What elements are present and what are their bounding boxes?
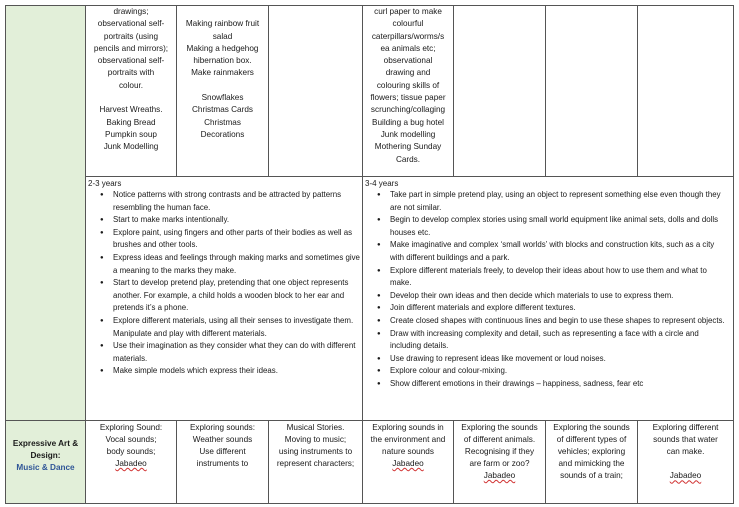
top-cell-4-line: colouring skills of (376, 80, 440, 90)
age-2-3-item: ● Start to develop pretend play, pretending that one object represents another. For example, a child holds a wooden block to her ear and pretends it’s a phone. (113, 277, 360, 315)
music-cell-6-line: Exploring the sounds (553, 423, 630, 432)
age-3-4-item: ● Create closed shapes with continuous lines and begin to use these shapes to represent objects. (390, 315, 729, 328)
music-cell-5-line: are farm or zoo? (469, 459, 530, 468)
music-cell-6-line: of different types of (556, 435, 627, 444)
music-cell-1-line: Jabadeo (115, 459, 147, 468)
top-cell-2 (176, 5, 269, 177)
music-cell-1-line: body sounds; (106, 447, 156, 456)
top-cell-2-line: Snowflakes (201, 93, 244, 103)
music-cell-7-line: sounds that water (653, 435, 718, 444)
music-cell-4-line: nature sounds (382, 447, 434, 456)
age-3-4-list (363, 189, 733, 391)
music-cell-7-line: Exploring different (652, 423, 719, 432)
top-cell-1-line: portraits (using (103, 31, 159, 41)
top-cell-1-line: portraits with (107, 68, 155, 78)
age-2-3-item: ● Make simple models which express their ideas. (113, 365, 360, 378)
top-cell-2-line: hibernation box. (193, 56, 252, 66)
top-cell-4-line: colourful (392, 19, 424, 29)
top-cell-2-line: Christmas Cards (192, 105, 253, 115)
label-cell-top (5, 5, 86, 421)
top-cell-6 (545, 5, 638, 177)
age-2-3-item: ● Explore different materials, using all their senses to investigate them. Manipulate and play with different materials. (113, 315, 360, 340)
music-cell-6-line: vehicles; exploring (557, 447, 626, 456)
age-3-4-item: ● Explore different materials freely, to develop their ideas about how to use them and what to make. (390, 265, 729, 290)
music-cell-3-line: using instruments to (278, 447, 353, 456)
music-cell-1 (85, 420, 177, 504)
top-cell-4-line: Building a bug hotel (372, 117, 444, 127)
music-cell-2-line: Weather sounds (192, 435, 253, 444)
music-cell-5-line: Jabadeo (483, 471, 516, 480)
music-cell-3-line: Musical Stories. (286, 423, 345, 432)
age-3-4-item: ● Draw with increasing complexity and detail, such as representing a face with a circle and including details. (390, 328, 729, 353)
top-cell-4-line: curl paper to make (374, 7, 442, 16)
label-line-1: Expressive Art & (12, 439, 79, 448)
age-3-4-heading: 3-4 years (365, 179, 399, 188)
top-cell-4-line: drawing and (385, 68, 431, 78)
top-cell-4-line: Mothering Sunday (374, 142, 442, 152)
music-cell-2-line: instruments to (196, 459, 249, 468)
top-cell-2-line: Decorations (200, 129, 245, 139)
age-2-3-item: ● Explore paint, using fingers and other parts of their bodies as well as brushes and other tools. (113, 227, 360, 252)
music-cell-7-line (638, 458, 733, 470)
music-cell-3-line: represent characters; (276, 459, 355, 468)
top-cell-2-line: salad (212, 31, 233, 41)
top-cell-1 (85, 5, 177, 177)
music-cell-4-line: Exploring sounds in (372, 423, 444, 432)
music-cell-4-line: the environment and (370, 435, 446, 444)
top-cell-2-line: Making a hedgehog (186, 43, 259, 53)
music-cell-5-line: Recognising if they (464, 447, 535, 456)
top-cell-2-line (177, 80, 268, 92)
music-cell-5 (453, 420, 546, 504)
music-cell-3 (268, 420, 363, 504)
age-3-4-item: ● Explore colour and colour-mixing. (390, 365, 729, 378)
music-cell-3-line: Moving to music; (284, 435, 347, 444)
age-3-4-item: ● Join different materials and explore different textures. (390, 302, 729, 315)
age-3-4-cell (362, 176, 734, 421)
top-cell-3 (268, 5, 363, 177)
top-cell-4-line: observational (383, 56, 433, 66)
age-2-3-item: ● Notice patterns with strong contrasts and be attracted by patterns resembling the human face. (113, 189, 360, 214)
music-cell-5-line: Exploring the sounds (461, 423, 538, 432)
label-line-2: Design: (30, 451, 61, 461)
top-cell-4-line: Cards. (395, 154, 421, 164)
music-cell-6 (545, 420, 638, 504)
top-cell-4-line: flowers; tissue paper (370, 93, 446, 103)
top-cell-4-line: Junk modelling (380, 129, 436, 139)
top-cell-2-line: Making rainbow fruit (185, 19, 260, 29)
top-cell-4-line: ea animals etc; (380, 43, 436, 53)
top-cell-7 (637, 5, 734, 177)
music-cell-2-line: Use different (199, 447, 246, 456)
label-line-3: Music & Dance (16, 463, 75, 473)
top-cell-1-line: observational self- (97, 56, 165, 66)
top-cell-4-line: caterpillars/worms/s (371, 31, 445, 41)
top-cell-1-line: Pumpkin soup (105, 129, 157, 139)
top-cell-2-line: Make rainmakers (191, 68, 254, 78)
top-cell-2-line: Christmas (204, 117, 241, 127)
music-cell-4 (362, 420, 454, 504)
age-2-3-item: ● Express ideas and feelings through making marks and sometimes give a meaning to the marks they make. (113, 252, 360, 277)
age-3-4-item: ● Take part in simple pretend play, using an object to represent something else even though they are not similar. (390, 189, 729, 214)
age-3-4-item: ● Make imaginative and complex ‘small worlds’ with blocks and construction kits, such as a city with different buildings and a park. (390, 239, 729, 264)
age-2-3-heading: 2-3 years (88, 179, 122, 188)
music-cell-7 (637, 420, 734, 504)
top-cell-5 (453, 5, 546, 177)
music-cell-7-line: can make. (666, 447, 705, 456)
curriculum-table (5, 5, 734, 504)
top-cell-1-line (86, 92, 176, 104)
age-2-3-cell (85, 176, 363, 421)
music-cell-1-line: Exploring Sound: (99, 423, 163, 432)
music-cell-2-line: Exploring sounds: (189, 423, 256, 432)
top-cell-1-line: Baking Bread (106, 117, 156, 127)
top-cell-1-line: pencils and mirrors); (93, 43, 169, 53)
top-cell-1-line: observational self- (97, 19, 165, 29)
music-cell-2 (176, 420, 269, 504)
top-cell-1-line: drawings; (113, 7, 149, 16)
music-cell-7-line: Jabadeo (669, 471, 702, 481)
top-cell-4-line: scrunching/collaging (370, 105, 446, 115)
age-2-3-item: ● Use their imagination as they consider what they can do with different materials. (113, 340, 360, 365)
top-cell-1-line: Junk Modelling (103, 142, 159, 152)
music-cell-4-line: Jabadeo (392, 459, 424, 468)
age-3-4-item: ● Use drawing to represent ideas like movement or loud noises. (390, 353, 729, 366)
top-cell-1-line: Harvest Wreaths. (99, 105, 163, 115)
label-cell-music (5, 420, 86, 504)
music-cell-5-line: of different animals. (463, 435, 536, 444)
top-cell-4 (362, 5, 454, 177)
age-3-4-item: ● Begin to develop complex stories using small world equipment like animal sets, dolls and dolls houses etc. (390, 214, 729, 239)
music-cell-1-line: Vocal sounds; (105, 435, 157, 444)
age-2-3-list (86, 189, 362, 378)
music-cell-6-line: sounds of a train; (560, 471, 623, 480)
age-3-4-item: ● Develop their own ideas and then decide which materials to use to express them. (390, 290, 729, 303)
music-cell-6-line: and mimicking the (558, 459, 625, 468)
age-3-4-item: ● Show different emotions in their drawings – happiness, sadness, fear etc (390, 378, 729, 391)
top-cell-2-line (177, 6, 268, 18)
top-cell-1-line: colour. (118, 80, 144, 90)
age-2-3-item: ● Start to make marks intentionally. (113, 214, 360, 227)
